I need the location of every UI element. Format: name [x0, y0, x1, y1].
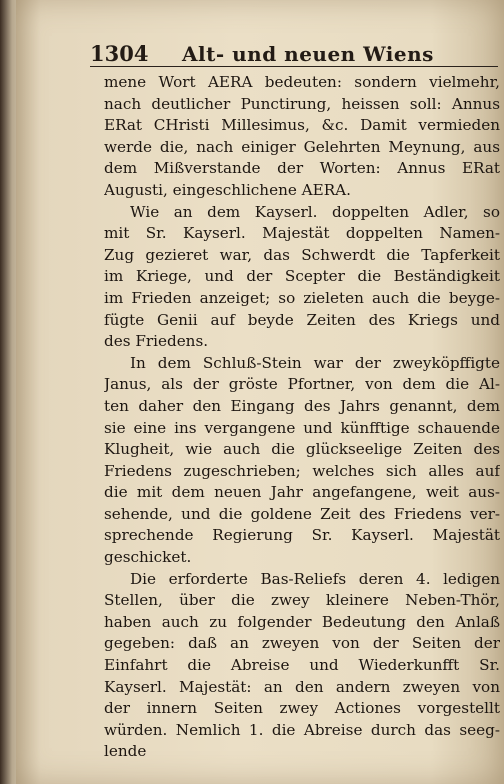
book-page: [16, 0, 504, 784]
text-line: im Frieden anzeiget; so zieleten auch die beyge-: [104, 288, 500, 307]
page-number: 1304: [90, 41, 149, 66]
text-line: geschicket.: [104, 548, 192, 567]
text-line: Augusti, eingeschlichene AERA.: [104, 180, 351, 199]
page-header: [90, 42, 498, 67]
text-line: haben auch zu folgender Bedeutung den Anlaß: [104, 612, 500, 631]
running-title: Alt- und neuen Wiens: [182, 42, 434, 66]
paragraph-start-line: Die erforderte Bas-Reliefs deren 4. ledigen: [130, 569, 500, 588]
text-line: mit Sr. Kayserl. Majestät doppelten Namen-: [104, 224, 500, 243]
text-line: sprechende Regierung Sr. Kayserl. Majestät: [104, 526, 500, 545]
text-line: Einfahrt die Abreise und Wiederkunfft Sr.: [104, 656, 500, 675]
text-line: Klugheit, wie auch die glückseelige Zeiten des: [104, 440, 500, 459]
text-line: gegeben: daß an zweyen von der Seiten der: [104, 634, 500, 653]
paragraph-start-line: Wie an dem Kayserl. doppelten Adler, so: [130, 202, 500, 221]
text-line: der innern Seiten zwey Actiones vorgestellt: [104, 699, 500, 718]
text-line: werde die, nach einiger Gelehrten Meynung, aus: [104, 137, 500, 156]
text-line: Janus, als der gröste Pfortner, von dem die Al-: [104, 375, 500, 394]
text-line: sehende, und die goldene Zeit des Friedens ver-: [104, 504, 500, 523]
text-line: ERat CHristi Millesimus, &c. Damit vermieden: [104, 116, 500, 135]
text-line: ten daher den Eingang des Jahrs genannt, dem: [104, 396, 500, 415]
text-line: sie eine ins vergangene und künfftige schauende: [104, 418, 500, 437]
body-text: [104, 72, 500, 763]
text-line: würden. Nemlich 1. die Abreise durch das seeg-: [104, 720, 500, 739]
text-line: Stellen, über die zwey kleinere Neben-Thör,: [104, 591, 500, 610]
paragraph-start-line: In dem Schluß-Stein war der zweyköpffigte: [130, 353, 500, 372]
text-line: im Kriege, und der Scepter die Beständigkeit: [104, 267, 500, 286]
text-line: Zug gezieret war, das Schwerdt die Tapferkeit: [104, 245, 500, 264]
text-line: dem Mißverstande der Worten: Annus ERat: [104, 159, 500, 178]
text-line: die mit dem neuen Jahr angefangene, weit aus-: [104, 483, 500, 502]
text-line: Friedens zugeschrieben; welches sich alles auf: [104, 461, 500, 480]
text-line: des Friedens.: [104, 332, 209, 351]
catchword: lende: [104, 742, 147, 761]
text-line: nach deutlicher Punctirung, heissen soll: Annus: [104, 94, 500, 113]
text-line: fügte Genii auf beyde Zeiten des Kriegs und: [104, 310, 500, 329]
text-line: mene Wort AERA bedeuten: sondern vielmehr,: [104, 73, 500, 91]
text-line: Kayserl. Majestät: an den andern zweyen von: [104, 677, 500, 696]
